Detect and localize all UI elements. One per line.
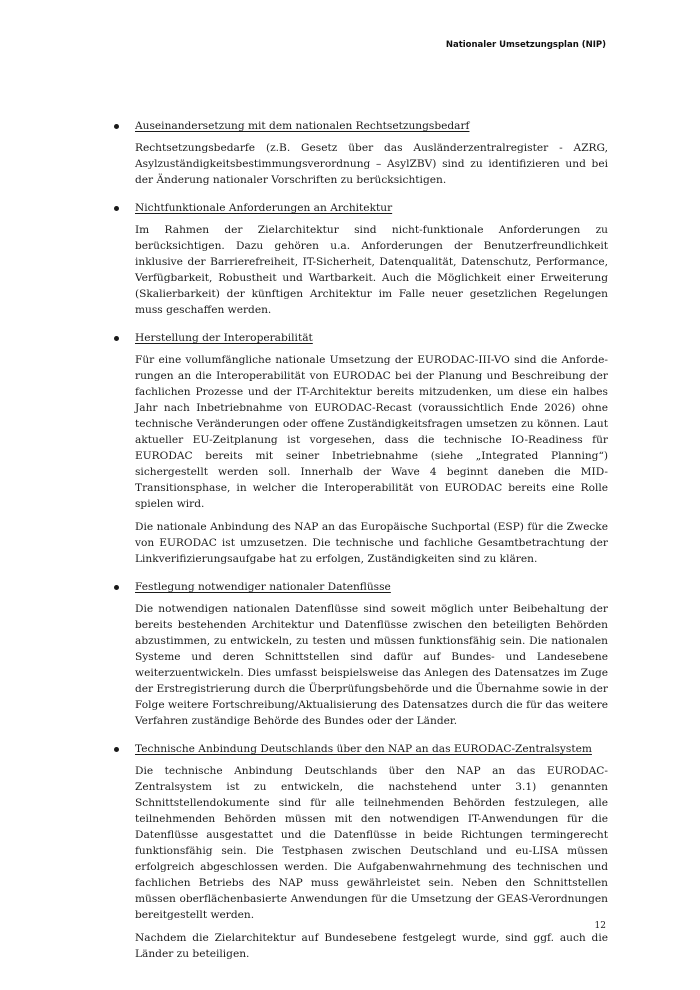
paragraph: Für eine vollumfängliche nationale Umsetzung der EURODAC-III-VO sind die Anforderungen an die Interoperabilität von EURODAC bei der Planung und Beschreibung der fachlichen Prozesse und der IT-Architektur bereits mitzudenken, um diese ein halbes Jahr nach Inbetriebnahme von EURODAC-Recast (voraussichtlich Ende 2026) ohne technische Veränderungen oder offene Zuständigkeitsfragen umsetzen zu können. Laut aktueller EU-Zeitplanung ist vorgesehen, dass die technische IO-Readiness für EURODAC bereits mit seiner Inbetriebnahme (siehe „Integrated Planning“) sichergestellt werden soll. Innerhalb der Wave 4 beginnt daneben die MID-Transitionsphase, in welcher die Interoperabilität von EURODAC bereits eine Rolle spielen wird. (135, 354, 608, 510)
bullet-icon (114, 336, 119, 341)
bullet-icon (114, 124, 119, 129)
section-heading: Festlegung notwendiger nationaler Datenflüsse (135, 581, 391, 593)
bullet-icon (114, 747, 119, 752)
paragraph: Im Rahmen der Zielarchitektur sind nicht-funktionale Anforderungen zu berücksichtigen. Dazu gehören u.a. Anforderungen der Benutzerfreundlichkeit inklusive der Barrierefreiheit, IT-Sicherheit, Datenqualität, Datenschutz, Performance, Verfügbarkeit, Robustheit und Wartbarkeit. Auch die Möglichkeit einer Erweiterung (Skalierbarkeit) der künftigen Architektur im Falle neuer gesetzlichen Regelungen muss geschaffen werden. (135, 224, 608, 316)
paragraph: Die notwendigen nationalen Datenflüsse sind soweit möglich unter Beibehaltung der bereits bestehenden Architektur und Datenflüsse zwischen den beteiligten Behörden abzustimmen, zu entwickeln, zu testen und müssen funktionsfähig sein. Die nationalen Systeme und deren Schnittstellen sind dafür auf Bundes- und Landesebene weiterzuentwickeln. Dies umfasst beispielsweise das Anlegen des Datensatzes im Zuge der Erstregistrierung durch die Überprüfungsbehörde und die Übernahme sowie in der Folge weitere Fortschreibung/Aktualisierung des Datensatzes durch die für das weitere Verfahren zuständige Behörde des Bundes oder der Länder. (135, 603, 608, 727)
page-number: 12 (594, 921, 606, 931)
bullet-item (114, 579, 608, 595)
section-heading: Auseinandersetzung mit dem nationalen Rechtsetzungsbedarf (135, 120, 470, 132)
paragraph: Die technische Anbindung Deutschlands über den NAP an das EURODAC-Zentralsystem ist zu entwickeln, die nachstehend unter 3.1) genannten Schnittstellendokumente sind für alle teilnehmenden Behörden festzulegen, alle teilnehmenden Behörden müssen mit den notwendigen IT-Anwendungen für die Datenflüsse ausgestattet und die Datenflüsse in beide Richtungen termingerecht funktionsfähig sein. Die Testphasen zwischen Deutschland und eu-LISA müssen erfolgreich abgeschlossen werden. Die Aufgabenwahrnehmung des technischen und fachlichen Betriebs des NAP muss gewährleistet sein. Neben den Schnittstellen müssen oberflächenbasierte Anwendungen für die Umsetzung der GEAS-Verordnungen bereitgestellt werden. (135, 765, 608, 921)
paragraph: Rechtsetzungsbedarfe (z.B. Gesetz über das Ausländerzentralregister - AZRG, Asylzuständigkeitsbestimmungsverordnung – AsylZBV) sind zu identifizieren und bei der Änderung nationaler Vorschriften zu berücksichtigen. (135, 142, 608, 186)
paragraph: Nachdem die Zielarchitektur auf Bundesebene festgelegt wurde, sind ggf. auch die Länder zu beteiligen. (135, 932, 608, 960)
section-heading: Herstellung der Interoperabilität (135, 332, 313, 344)
paragraph: Die nationale Anbindung des NAP an das Europäische Suchportal (ESP) für die Zwecke von EURODAC ist umzusetzen. Die technische und fachliche Gesamtbetrachtung der Linkverifizierungsaufgabe hat zu erfolgen, Zuständigkeiten sind zu klären. (135, 521, 608, 565)
bullet-icon (114, 206, 119, 211)
bullet-item (114, 741, 608, 757)
bullet-icon (114, 585, 119, 590)
bullet-item (114, 330, 608, 346)
section-heading: Nichtfunktionale Anforderungen an Architektur (135, 202, 393, 214)
section-rechtsetzungsbedarf (114, 118, 608, 188)
bullet-item (114, 200, 608, 216)
section-nichtfunktionale-anforderungen (114, 200, 608, 318)
document-body (114, 118, 608, 969)
running-header: Nationaler Umsetzungsplan (NIP) (445, 40, 606, 50)
section-heading: Technische Anbindung Deutschlands über den NAP an das EURODAC-Zentralsystem (135, 743, 592, 755)
section-technische-anbindung (114, 741, 608, 962)
bullet-item (114, 118, 608, 134)
section-interoperabilitaet (114, 330, 608, 567)
section-datenfluesse (114, 579, 608, 729)
